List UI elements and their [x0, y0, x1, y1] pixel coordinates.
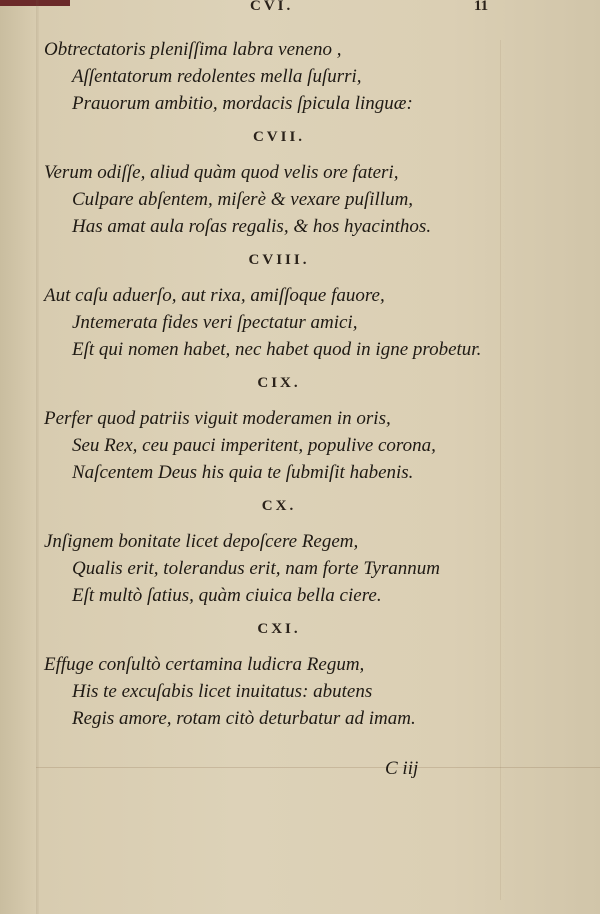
stanza-cviii	[44, 282, 514, 363]
verse-line: Eſt qui nomen habet, nec habet quod in igne probetur.	[72, 339, 482, 360]
stanza-cix	[44, 405, 514, 486]
verse-line: Jnſignem bonitate licet depoſcere Regem,	[44, 531, 359, 552]
section-heading-cx: CX.	[261, 498, 297, 514]
verse-line: Eſt multò ſatius, quàm ciuica bella ciere.	[72, 585, 382, 606]
verse-line: Aſſentatorum redolentes mella ſuſurri,	[72, 66, 362, 87]
verse-line: Effuge conſultò certamina ludicra Regum,	[44, 654, 365, 675]
verse-line: Jntemerata fides veri ſpectatur amici,	[72, 312, 358, 333]
section-heading-cix: CIX.	[257, 375, 301, 391]
running-head-title: CVI.	[250, 0, 294, 14]
stanza-cx	[44, 528, 514, 609]
stanza-cvi	[44, 36, 514, 117]
verse-line: Regis amore, rotam citò deturbatur ad imam.	[72, 708, 416, 729]
running-head	[0, 0, 600, 20]
verse-line: Verum odiſſe, aliud quàm quod velis ore fateri,	[44, 162, 399, 183]
page-crease	[36, 767, 600, 768]
stanza-cxi	[44, 651, 514, 732]
gutter-shadow	[36, 0, 39, 914]
verse-line: Culpare abſentem, miſerè & vexare puſillum,	[72, 189, 414, 210]
section-heading-cviii: CVIII.	[248, 252, 310, 268]
signature-mark: C iij	[385, 758, 419, 779]
verse-line: Prauorum ambitio, mordacis ſpicula linguæ:	[72, 93, 413, 114]
page-number: 11	[474, 0, 489, 14]
poem-text-block	[44, 36, 514, 732]
stanza-cvii	[44, 159, 514, 240]
verse-line: Naſcentem Deus his quia te ſubmiſit habenis.	[72, 462, 414, 483]
verse-line: Has amat aula roſas regalis, & hos hyacinthos.	[72, 216, 432, 237]
verse-line: Qualis erit, tolerandus erit, nam forte Tyrannum	[72, 558, 441, 579]
verse-line: Perfer quod patriis viguit moderamen in oris,	[44, 408, 391, 429]
verse-line: Obtrectatoris pleniſſima labra veneno ,	[44, 39, 342, 60]
section-heading-cvii: CVII.	[252, 129, 306, 145]
verse-line: His te excuſabis licet inuitatus: abutens	[72, 681, 373, 702]
section-heading-cxi: CXI.	[257, 621, 301, 637]
verse-line: Seu Rex, ceu pauci imperitent, populive corona,	[72, 435, 436, 456]
verse-line: Aut caſu aduerſo, aut rixa, amiſſoque fauore,	[44, 285, 385, 306]
